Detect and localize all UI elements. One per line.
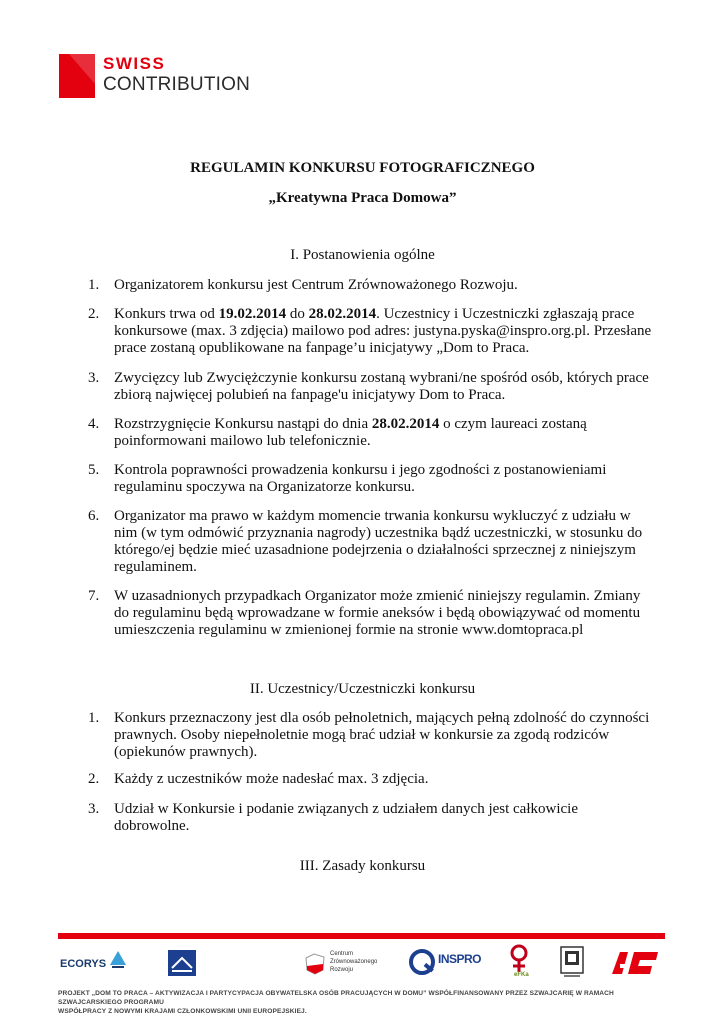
- list-item-text: Konkurs trwa od 19.02.2014 do 28.02.2014. Uczestnicy i Uczestniczki zgłaszają prace konkursowe (max. 3 zdjęcia) mailowo pod adres: justyna.pyska@inspro.org.pl. Przesłane prace zostaną opublikowane na fanpage’u inicjatywy „Dom to Praca.: [114, 306, 652, 356]
- efka-logo-text: eFKa: [514, 972, 529, 978]
- decision-date: 28.02.2014: [371, 416, 440, 432]
- czr-line2: Zrównoważonego: [330, 959, 378, 965]
- czr-map-icon: [304, 952, 326, 976]
- list-item-number: 4.: [88, 416, 100, 432]
- list-item-number: 6.: [88, 508, 100, 524]
- section-heading-2: II. Uczestnicy/Uczestniczki konkursu: [249, 681, 476, 697]
- list-item-number: 3.: [88, 801, 100, 817]
- section-heading-3: III. Zasady konkursu: [299, 858, 426, 874]
- list-item-text: Udział w Konkursie i podanie związanych z udziałem danych jest całkowicie dobrowolne.: [114, 801, 578, 834]
- list-item-text: Rozstrzygnięcie Konkursu nastąpi do dnia 28.02.2014 o czym laureaci zostaną poinformowani mailowo lub telefonicznie.: [114, 416, 587, 449]
- inspro-logo-text: INSPRO: [438, 952, 482, 966]
- start-date: 19.02.2014: [218, 306, 287, 322]
- list-item-number: 1.: [88, 277, 100, 293]
- blue-square-logo-icon: [168, 950, 196, 976]
- swiss-contribution-logo: [59, 54, 249, 100]
- ecorys-logo-text: ECORYS: [60, 958, 107, 970]
- footer-line1: PROJEKT „DOM TO PRACA – AKTYWIZACJA I PARTYCYPACJA OBYWATELSKA OSÓB PRACUJĄCYCH W DOMU” WSPÓŁFINANSOWANY PRZEZ SZWAJCARIĘ W RAMACH SZWAJCARSKIEGO PROGRAMU: [58, 990, 614, 1006]
- emblem-logo-icon: [560, 946, 584, 980]
- list-item-number: 7.: [88, 588, 100, 604]
- swiss-cross-logo-icon: [59, 54, 95, 98]
- partner-logos: [58, 944, 665, 984]
- footer-line2: WSPÓŁPRACY Z NOWYMI KRAJAMI CZŁONKOWSKIMI UNII EUROPEJSKIEJ.: [58, 1008, 307, 1015]
- list-item-number: 3.: [88, 370, 100, 386]
- list-item-number: 5.: [88, 462, 100, 478]
- ecorys-triangle-icon: [110, 951, 126, 969]
- logo-swiss-text: SWISS: [103, 54, 166, 73]
- list-item-text: Zwycięzcy lub Zwyciężczynie konkursu zostaną wybrani/ne spośród osób, których prace zbiorą najwięcej polubień na fanpage'u inicjatywy Dom to Praca.: [114, 370, 649, 403]
- list-item-text: Każdy z uczestników może nadesłać max. 3 zdjęcia.: [114, 771, 429, 787]
- list-item-number: 2.: [88, 771, 100, 787]
- czr-line1: Centrum: [330, 951, 354, 957]
- inspro-q-icon: [408, 948, 436, 976]
- end-date: 28.02.2014: [308, 306, 377, 322]
- list-item-text: Organizatorem konkursu jest Centrum Zrównoważonego Rozwoju.: [114, 277, 518, 293]
- ecorys-logo: [60, 954, 106, 972]
- footer-red-bar: [58, 933, 665, 939]
- document-title: REGULAMIN KONKURSU FOTOGRAFICZNEGO: [190, 160, 535, 176]
- section-heading-1: I. Postanowienia ogólne: [290, 247, 435, 263]
- efka-female-symbol-icon: [508, 944, 530, 974]
- logo-contribution-text: CONTRIBUTION: [103, 74, 251, 95]
- afr-logo-icon: [606, 950, 662, 976]
- document-subtitle: „Kreatywna Praca Domowa”: [268, 190, 457, 206]
- list-item-number: 1.: [88, 710, 100, 726]
- list-item-text: Konkurs przeznaczony jest dla osób pełnoletnich, mających pełną zdolność do czynności prawnych. Osoby niepełnoletnie mogą brać udział w konkursie za zgodą rodziców (opiekunów prawnych).: [114, 710, 650, 760]
- czr-line3: Rozwoju: [330, 967, 354, 973]
- footer-note: [58, 989, 678, 1016]
- list-item-text: W uzasadnionych przypadkach Organizator może zmienić niniejszy regulamin. Zmiany do regulaminu będą wprowadzane w formie aneksów i będą obowiązywać od momentu umieszczenia regulaminu w zmienionej formie na stronie www.domtopraca.pl: [114, 588, 641, 638]
- list-item-number: 2.: [88, 306, 100, 322]
- list-item-text: Kontrola poprawności prowadzenia konkursu i jego zgodności z postanowieniami regulaminu spoczywa na Organizatorze konkursu.: [114, 462, 607, 495]
- list-item-text: Organizator ma prawo w każdym momencie trwania konkursu wykluczyć z udziału w nim (w tym odmówić przyznania nagrody) uczestnika bądź uczestniczki, w stosunku do którego/ej będzie mieć uzasadnione podejrzenia o działalności sprzecznej z niniejszym regulaminem.: [114, 508, 643, 575]
